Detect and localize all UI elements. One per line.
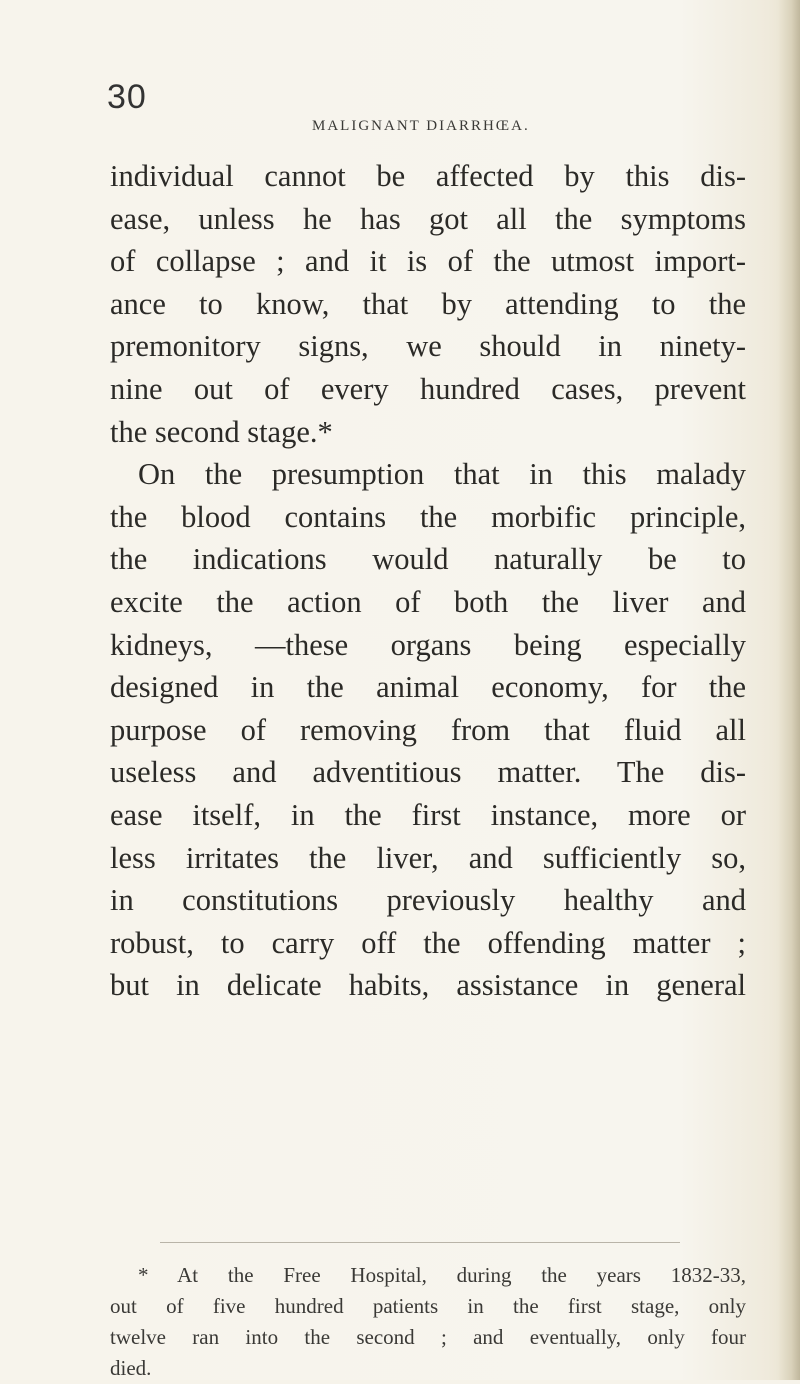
body-line: individual cannot be affected by this dis-	[110, 159, 746, 193]
body-line: robust, to carry off the offending matter ;	[110, 925, 746, 960]
body-line: the blood contains the morbific principle,	[110, 499, 746, 534]
footnote-rule	[160, 1242, 680, 1243]
body-line: ance to know, that by attending to the	[110, 286, 746, 321]
footnote-line: died.	[110, 1356, 152, 1380]
body-line: but in delicate habits, assistance in general	[110, 968, 746, 1003]
footnote	[110, 1260, 746, 1384]
page-number: 30	[107, 78, 147, 116]
body-line: nine out of every hundred cases, prevent	[110, 371, 746, 406]
running-head: MALIGNANT DIARRHŒA.	[312, 118, 530, 134]
body-line: On the presumption that in this malady	[138, 457, 746, 492]
footnote-line: twelve ran into the second ; and eventually, only four	[110, 1325, 746, 1349]
body-line: premonitory signs, we should in ninety-	[110, 329, 746, 364]
body-line: ease, unless he has got all the symptoms	[110, 201, 746, 236]
body-line: kidneys, —these organs being especially	[110, 627, 746, 662]
body-line: the second stage.*	[110, 414, 333, 449]
page-edge-shadow	[778, 0, 800, 1380]
body-line: less irritates the liver, and sufficiently so,	[110, 840, 746, 875]
body-line: in constitutions previously healthy and	[110, 883, 746, 918]
body-line: the indications would naturally be to	[110, 542, 746, 577]
body-text	[110, 155, 746, 1007]
body-line: useless and adventitious matter. The dis-	[110, 755, 746, 790]
footnote-line: out of five hundred patients in the first stage, only	[110, 1294, 746, 1318]
footnote-line: * At the Free Hospital, during the years 1832-33,	[138, 1263, 746, 1287]
body-line: of collapse ; and it is of the utmost import-	[110, 244, 746, 279]
body-line: designed in the animal economy, for the	[110, 670, 746, 705]
body-line: ease itself, in the first instance, more or	[110, 797, 746, 832]
body-line: purpose of removing from that fluid all	[110, 712, 746, 747]
body-line: excite the action of both the liver and	[110, 584, 746, 619]
